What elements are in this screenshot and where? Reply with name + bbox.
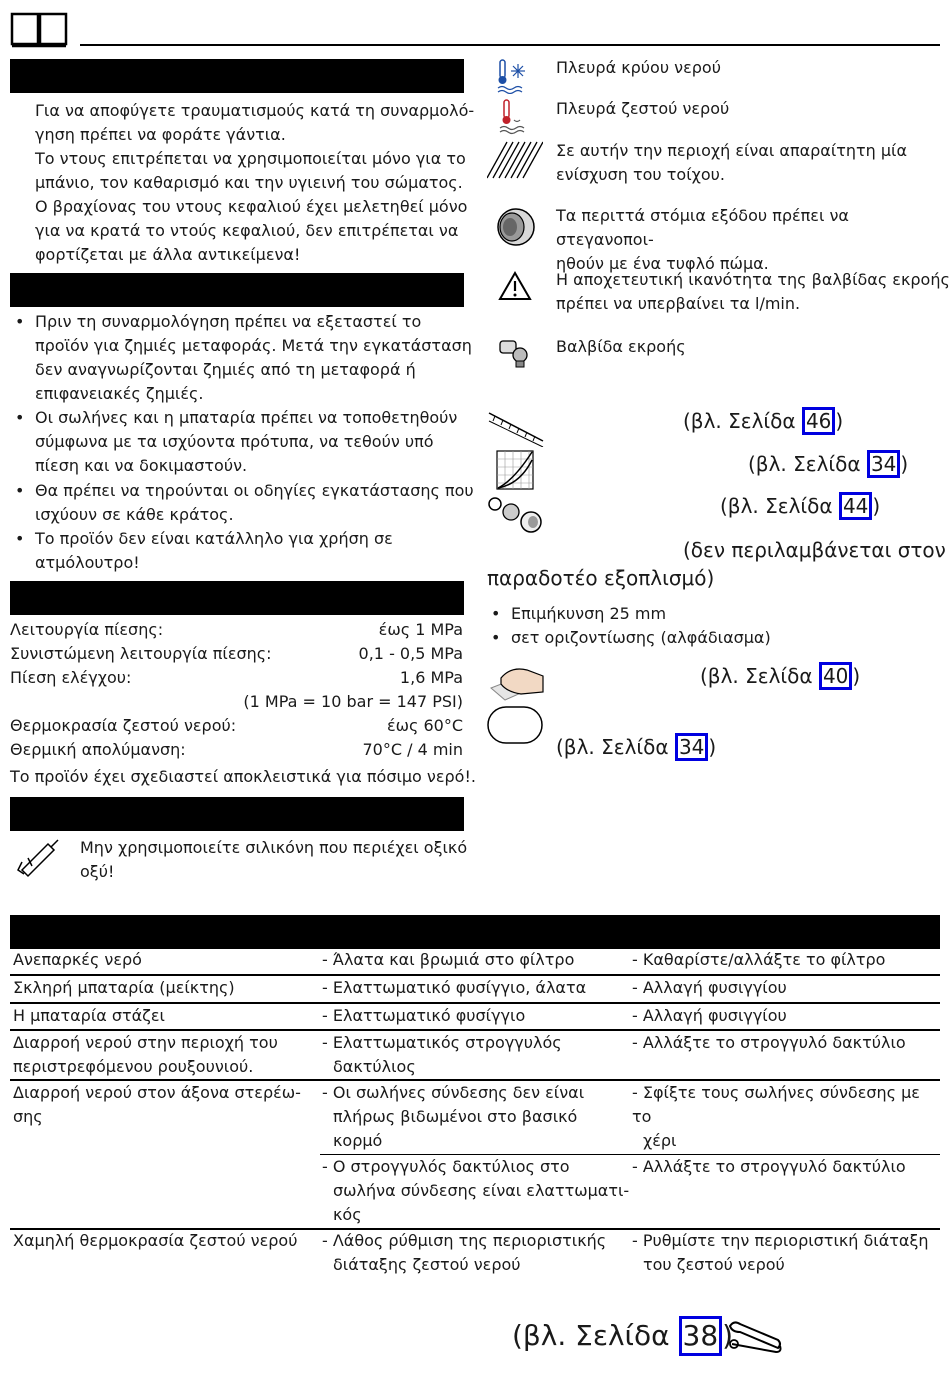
troubleshooting-header-bar [10,915,940,949]
dimensions-icon [487,407,545,451]
cleaning-hand-icon [487,662,545,706]
tech-row: Θερμοκρασία ζεστού νερού: έως 60°C [10,716,463,735]
wall-reinforcement-icon [487,140,543,184]
tech-note: Το προϊόν έχει σχεδιαστεί αποκλειστικά για πόσιμο νερό!. [10,767,476,786]
wrench-icon [726,1318,784,1362]
book-icon [10,10,68,52]
test-reference: (βλ. Σελίδα 34 ) [556,735,717,759]
tech-row: Πίεση ελέγχου: 1,6 MPa [10,668,463,687]
test-seal-icon [487,706,543,748]
safety-header-bar [10,59,464,93]
accessories-line-1: (δεν περιλαμβάνεται στον [683,538,946,562]
drain-valve-label: Βαλβίδα εκροής [556,337,686,356]
table-row: Η μπαταρία στάζει - Ελαττωματικό φυσίγγιο - Αλλαγή φυσιγγίου [13,1006,787,1025]
table-row: Διαρροή νερού στην περιοχή του περιστρεφόμενου ρουξουνιού. - Ελαττωματικός στρογγυλός δακτύλιος - Αλλάξτε το στρογγυλό δακτύλιο [13,1033,906,1076]
tech-row: Συνιστώμενη λειτουργία πίεσης: 0,1 - 0,5 MPa [10,644,463,663]
wall-text: Σε αυτήν την περιοχή είναι απαραίτητη μία ενίσχυση του τοίχου. [556,141,908,184]
hot-water-icon [494,98,530,140]
page-link[interactable]: 40 [819,662,852,690]
instruction-bullet-4: • Το προϊόν δεν είναι κατάλληλο για χρήση σε ατμόλουτρο! [15,529,393,572]
instruction-bullet-1: • Πριν τη συναρμολόγηση πρέπει να εξεταστεί το προϊόν για ζημιές μεταφοράς. Μετά την εγκατάσταση δεν αναγνωρίζονται ζημιές από τη μεταφορά ή επιφανειακές ζημιές. [15,312,472,403]
instructions-header-bar [10,273,464,307]
table-row: Σκληρή μπαταρία (μείκτης) - Ελαττωματικό φυσίγγιο, άλατα - Αλλαγή φυσιγγίου [13,978,787,997]
spare-parts-icon [487,494,545,538]
blind-plug-icon [492,205,538,253]
cold-water-icon [494,58,530,98]
plug-text: Τα περιττά στόμια εξόδου πρέπει να στεγανοποι- ηθούν με ένα τυφλό πώμα. [556,206,849,273]
accessory-item: • σετ οριζοντίωσης (αλφάδιασμα) [491,628,771,647]
page-link[interactable]: 34 [675,733,708,761]
page-link[interactable]: 44 [839,492,872,520]
instruction-bullet-2: • Οι σωλήνες και η μπαταρία πρέπει να τοποθετηθούν σύμφωνα με τα ισχύοντα πρότυπα, να τεθούν υπό πίεση και να δοκιμαστούν. [15,408,458,475]
table-row: Διαρροή νερού στον άξονα στερέω- σης - Οι σωλήνες σύνδεσης δεν είναι πλήρως βιδωμένοι στο βασικό κορμό - Σφίξτε τους σωλήνες σύνδεσης με το χέρι [13,1083,920,1150]
tech-row: (1 MPa = 10 bar = 147 PSI) [243,692,463,711]
page-link[interactable]: 34 [867,450,900,478]
safety-text: Για να αποφύγετε τραυματισμούς κατά τη συναρμολό- γηση πρέπει να φοράτε γάντια. Το ντους επιτρέπεται να χρησιμοποιείται μόνο για το μπάνιο, τον καθαρισμό και την υγιεινή του σώματος. Ο βραχίονας του ντους κεφαλιού έχει μελετηθεί μόνο για να κρατά το ντούς κεφαλιού, δεν επιτρέπεται να φορτίζεται με άλλα αντικείμενα! [35,101,475,264]
warning-icon [498,271,532,305]
dimensions-reference: (βλ. Σελίδα 46 ) [683,409,844,433]
flow-diagram-icon [496,450,534,494]
page-link[interactable]: 46 [802,407,835,435]
table-row: Ανεπαρκές νερό - Άλατα και βρωμιά στο φίλτρο - Καθαρίστε/αλλάξτε το φίλτρο [13,950,886,969]
flow-reference: (βλ. Σελίδα 34 ) [748,452,909,476]
page-link[interactable]: 38 [679,1316,723,1356]
drain-valve-icon [496,335,532,373]
accessories-line-2: παραδοτέο εξοπλισμό) [487,566,715,590]
accessory-item: • Επιμήκυνση 25 mm [491,604,667,623]
drain-text: Η αποχετευτική ικανότητα της βαλβίδας εκροής πρέπει να υπερβαίνει τα l/min. [556,270,950,313]
silicone-header-bar [10,797,464,831]
service-reference: (βλ. Σελίδα 38 ) [512,1316,733,1356]
spare-parts-reference: (βλ. Σελίδα 44 ) [720,494,881,518]
table-row: Χαμηλή θερμοκρασία ζεστού νερού - Λάθος ρύθμιση της περιοριστικής διάταξης ζεστού νερού - Ρυθμίστε την περιοριστική διάταξη του ζεστού νερού [13,1231,929,1274]
cold-side-label: Πλευρά κρύου νερού [556,58,721,77]
hot-side-label: Πλευρά ζεστού νερού [556,99,730,118]
tech-row: Λειτουργία πίεσης: έως 1 MPa [10,620,463,639]
silicone-gun-icon [14,836,60,882]
table-row: - Ο στρογγυλός δακτύλιος στο σωλήνα σύνδεσης είναι ελαττωματι- κός - Αλλάξτε το στρογγυλό δακτύλιο [322,1157,906,1224]
instruction-bullet-3: • Θα πρέπει να τηρούνται οι οδηγίες εγκατάστασης που ισχύουν σε κάθε κράτος. [15,481,474,524]
header-rule [80,44,940,46]
tech-row: Θερμική απολύμανση: 70°C / 4 min [10,740,463,759]
cleaning-reference: (βλ. Σελίδα 40 ) [700,664,861,688]
silicone-text: Μην χρησιμοποιείτε σιλικόνη που περιέχει οξικό οξύ! [80,838,468,881]
tech-header-bar [10,581,464,615]
